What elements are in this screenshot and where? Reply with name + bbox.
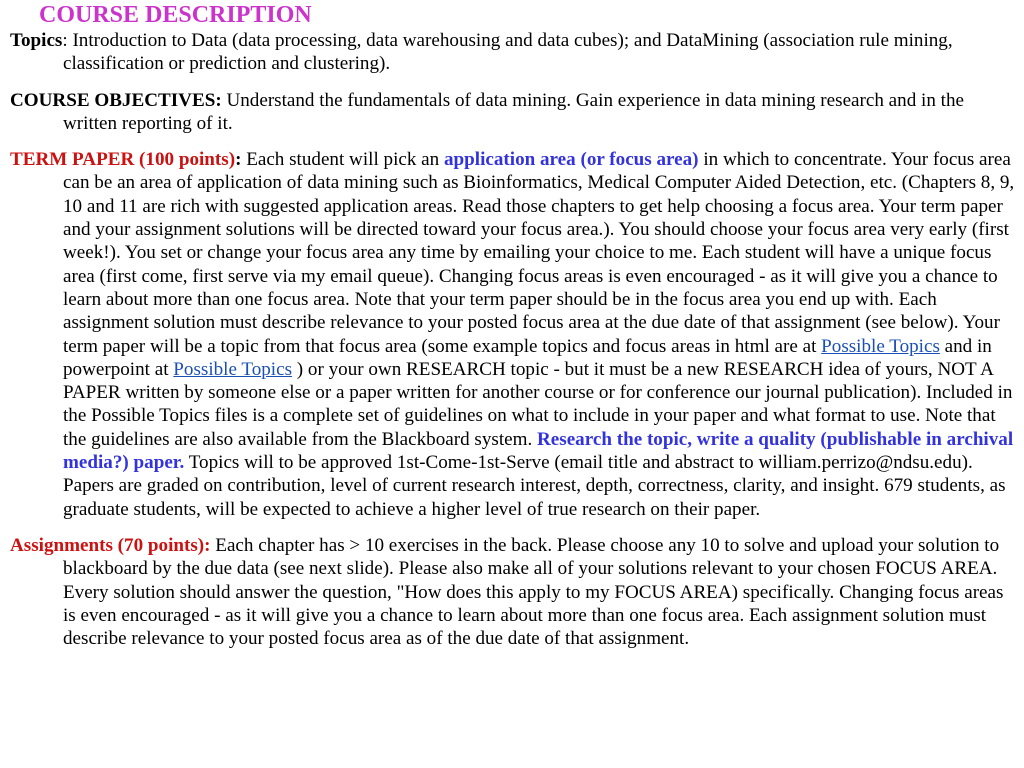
term-paper-text-1: Each student will pick an	[241, 149, 444, 171]
topics-paragraph	[10, 29, 1018, 76]
term-paper-colon: :	[235, 149, 242, 171]
research-emphasis: Research the topic, write a quality (publishable in archival media?) paper.	[63, 428, 1014, 474]
objectives-paragraph	[10, 89, 1018, 136]
term-paper-text-2: in which to concentrate. Your focus area can be an area of application of data mining such as Bioinformatics, Medical Computer Aided Detection, etc. (Chapters 8, 9, 10 and 11 are rich with suggested application areas. Read those chapters to get help choosing a focus area. Your term paper and your assignment solutions will be directed toward your focus area.). You should choose your focus area very early (first week!). You set or change your focus area any time by emailing your choice to me. Each student will have a unique focus area (first come, first serve via my email queue). Changing focus areas is even encouraged - as it will give you a chance to learn about more than one focus area. Note that your term paper should be in the focus area you end up with. Each assignment solution must describe relevance to your posted focus area at the due date of that assignment (see below). Your term paper will be a topic from that focus area (some example topics and focus areas in html are at	[63, 149, 1015, 357]
term-paper-label: TERM PAPER (100 points)	[10, 149, 236, 171]
possible-topics-powerpoint-link[interactable]: Possible Topics	[173, 358, 293, 380]
possible-topics-html-link[interactable]: Possible Topics	[821, 335, 940, 357]
topics-label: Topics	[10, 30, 63, 51]
term-paper-text-3: and in powerpoint at	[63, 335, 992, 380]
assignments-label: Assignments (70 points):	[10, 534, 211, 556]
term-paper-text-4: ) or your own RESEARCH topic - but it must be a new RESEARCH idea of yours, NOT A PAPER written by someone else or a paper written for another course or for conference our journal publication). Included in the Possible Topics files is a complete set of guidelines on what to include in your paper and what format to use. Note that the guidelines are also available from the Blackboard system.	[63, 358, 1013, 450]
objectives-text: Understand the fundamentals of data mining. Gain experience in data mining research and in the written reporting of it.	[63, 89, 964, 134]
page-title: COURSE DESCRIPTION	[39, 2, 312, 28]
objectives-label: COURSE OBJECTIVES:	[10, 89, 222, 111]
term-paper-paragraph	[10, 148, 1018, 521]
assignments-paragraph	[10, 534, 1018, 650]
course-description-body	[10, 29, 1018, 650]
assignments-text: Each chapter has > 10 exercises in the back. Please choose any 10 to solve and upload your solution to blackboard by the due data (see next slide). Please also make all of your solutions relevant to your chosen FOCUS AREA. Every solution should answer the question, "How does this apply to my FOCUS AREA) specifically. Changing focus areas is even encouraged - as it will give you a chance to learn about more than one focus area. Each assignment solution must describe relevance to your posted focus area as of the due date of that assignment.	[63, 534, 1004, 650]
focus-area-emphasis: application area (or focus area)	[443, 149, 699, 171]
topics-text: : Introduction to Data (data processing, data warehousing and data cubes); and DataMining (association rule mining, classification or prediction and clustering).	[62, 30, 953, 75]
term-paper-text-5: Topics will to be approved 1st-Come-1st-Serve (email title and abstract to william.perrizo@ndsu.edu). Papers are graded on contribution, level of current research interest, depth, correctness, clarity, and insight. 679 students, as graduate students, will be expected to achieve a higher level of true research on their paper.	[63, 452, 1006, 520]
